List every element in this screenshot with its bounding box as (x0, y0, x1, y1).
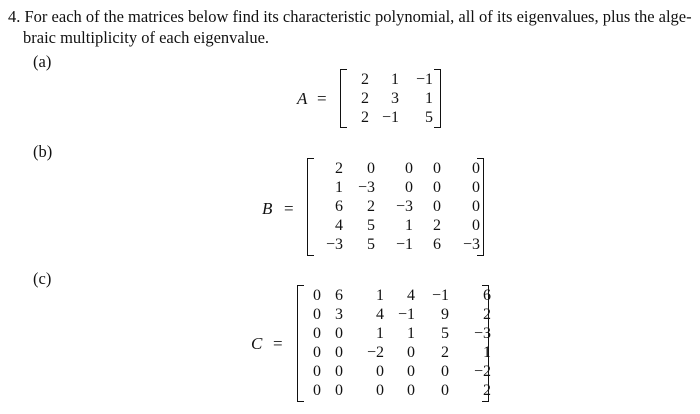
matrix-a-grid (352, 70, 433, 127)
matrix-c-equals: = (273, 334, 283, 353)
matrix-b-entry: 2 (367, 198, 375, 215)
matrix-b-entry: 0 (472, 179, 480, 196)
matrix-b-entry: 0 (367, 160, 375, 177)
matrix-c-entry: 0 (376, 363, 384, 380)
matrix-a-entry: 5 (425, 109, 433, 126)
matrix-b-name: B (262, 199, 273, 218)
matrix-b-entry: 0 (433, 179, 441, 196)
matrix-b-entry: 1 (335, 179, 343, 196)
matrix-c-entry: 6 (335, 287, 343, 304)
matrix-a-entry: 1 (391, 71, 399, 88)
matrix-b-entry: 0 (472, 198, 480, 215)
matrix-b-entry: 2 (433, 217, 441, 234)
matrix-a-row (352, 70, 433, 89)
matrix-a-entry: 2 (361, 109, 369, 126)
matrix-b-entry: −3 (357, 179, 375, 196)
matrix-c-row (305, 343, 491, 362)
matrix-b-entry: 0 (472, 217, 480, 234)
matrix-b-entry: 6 (433, 236, 441, 253)
matrix-b-entry: 2 (335, 160, 343, 177)
matrix-b-entry: 5 (367, 236, 375, 253)
problem-statement (8, 6, 696, 48)
matrix-a-equals: = (317, 89, 327, 108)
matrix-c-entry: 2 (483, 382, 491, 399)
matrix-c-row (305, 362, 491, 381)
part-b-label: (b) (33, 142, 53, 161)
matrix-a-entry: −1 (381, 109, 399, 126)
matrix-c-row (305, 381, 491, 400)
matrix-b-entry: 5 (367, 217, 375, 234)
matrix-c-entry: 0 (335, 344, 343, 361)
matrix-b-entry: 1 (405, 217, 413, 234)
matrix-a-entry: 2 (361, 90, 369, 107)
part-c-label: (c) (33, 269, 52, 288)
matrix-a-entry: 1 (425, 90, 433, 107)
matrix-c-grid (305, 286, 491, 400)
part-a-label: (a) (33, 52, 52, 71)
matrix-c-entry: 5 (441, 325, 449, 342)
matrix-c-entry: 0 (407, 382, 415, 399)
matrix-b-entry: −1 (395, 236, 413, 253)
matrix-b-equals: = (284, 199, 294, 218)
matrix-b-entry: 6 (335, 198, 343, 215)
matrix-b-row (315, 216, 480, 235)
matrix-c-entry: 9 (441, 306, 449, 323)
matrix-a-entry: −1 (415, 71, 433, 88)
matrix-c-entry: 0 (313, 382, 321, 399)
matrix-c-entry: 6 (483, 287, 491, 304)
matrix-c-row (305, 305, 491, 324)
matrix-b-entry: 0 (433, 160, 441, 177)
matrix-b-entry: 0 (433, 198, 441, 215)
matrix-c-entry: 0 (407, 344, 415, 361)
matrix-c-entry: 0 (335, 325, 343, 342)
matrix-a-name: A (297, 89, 308, 108)
matrix-c-entry: 0 (313, 325, 321, 342)
matrix-b-row (315, 178, 480, 197)
matrix-c-entry: 1 (376, 325, 384, 342)
matrix-c-entry: 4 (376, 306, 384, 323)
matrix-c-entry: 0 (313, 287, 321, 304)
matrix-c-entry: 2 (483, 306, 491, 323)
matrix-a-row (352, 108, 433, 127)
matrix-b-left-bracket (307, 158, 314, 256)
problem-text-line-1: 4. For each of the matrices below find its characteristic polynomial, all of its eigenvalues, plus the alge- (8, 7, 692, 26)
matrix-c-entry: 4 (407, 287, 415, 304)
matrix-c-entry: −2 (366, 344, 384, 361)
matrix-c-entry: 0 (407, 363, 415, 380)
matrix-c-right-bracket (482, 285, 489, 402)
matrix-c-entry: −3 (473, 325, 491, 342)
matrix-c-name: C (251, 334, 263, 353)
matrix-b-entry: −3 (462, 236, 480, 253)
matrix-b-row (315, 159, 480, 178)
matrix-c-row (305, 324, 491, 343)
matrix-b-entry: −3 (395, 198, 413, 215)
matrix-c-entry: 1 (376, 287, 384, 304)
matrix-c-entry: −2 (473, 363, 491, 380)
matrix-b-right-bracket (477, 158, 484, 256)
matrix-c-left-bracket (297, 285, 304, 402)
matrix-b-entry: 4 (335, 217, 343, 234)
matrix-b-entry: −3 (325, 236, 343, 253)
matrix-c-entry: 0 (313, 306, 321, 323)
matrix-a-row (352, 89, 433, 108)
matrix-c-entry: 3 (335, 306, 343, 323)
matrix-b-row (315, 197, 480, 216)
matrix-c-entry: 0 (313, 363, 321, 380)
matrix-b-entry: 0 (405, 160, 413, 177)
matrix-c-entry: 2 (441, 344, 449, 361)
matrix-c-entry: 1 (483, 344, 491, 361)
matrix-a-left-bracket (340, 69, 347, 128)
matrix-a-right-bracket (434, 69, 441, 128)
matrix-b-entry: 0 (405, 179, 413, 196)
matrix-c-entry: 0 (441, 382, 449, 399)
problem-text-line-2: braic multiplicity of each eigenvalue. (23, 28, 270, 47)
matrix-b-grid (315, 159, 480, 254)
matrix-b-entry: 0 (472, 160, 480, 177)
matrix-c-entry: 0 (441, 363, 449, 380)
matrix-c-entry: −1 (397, 306, 415, 323)
matrix-c-entry: 0 (335, 382, 343, 399)
matrix-c-entry: 0 (376, 382, 384, 399)
matrix-a-entry: 2 (361, 71, 369, 88)
matrix-c-row (305, 286, 491, 305)
matrix-c-entry: −1 (431, 287, 449, 304)
matrix-c-entry: 0 (335, 363, 343, 380)
matrix-b-row (315, 235, 480, 254)
matrix-c-entry: 1 (407, 325, 415, 342)
matrix-a-entry: 3 (391, 90, 399, 107)
matrix-c-entry: 0 (313, 344, 321, 361)
